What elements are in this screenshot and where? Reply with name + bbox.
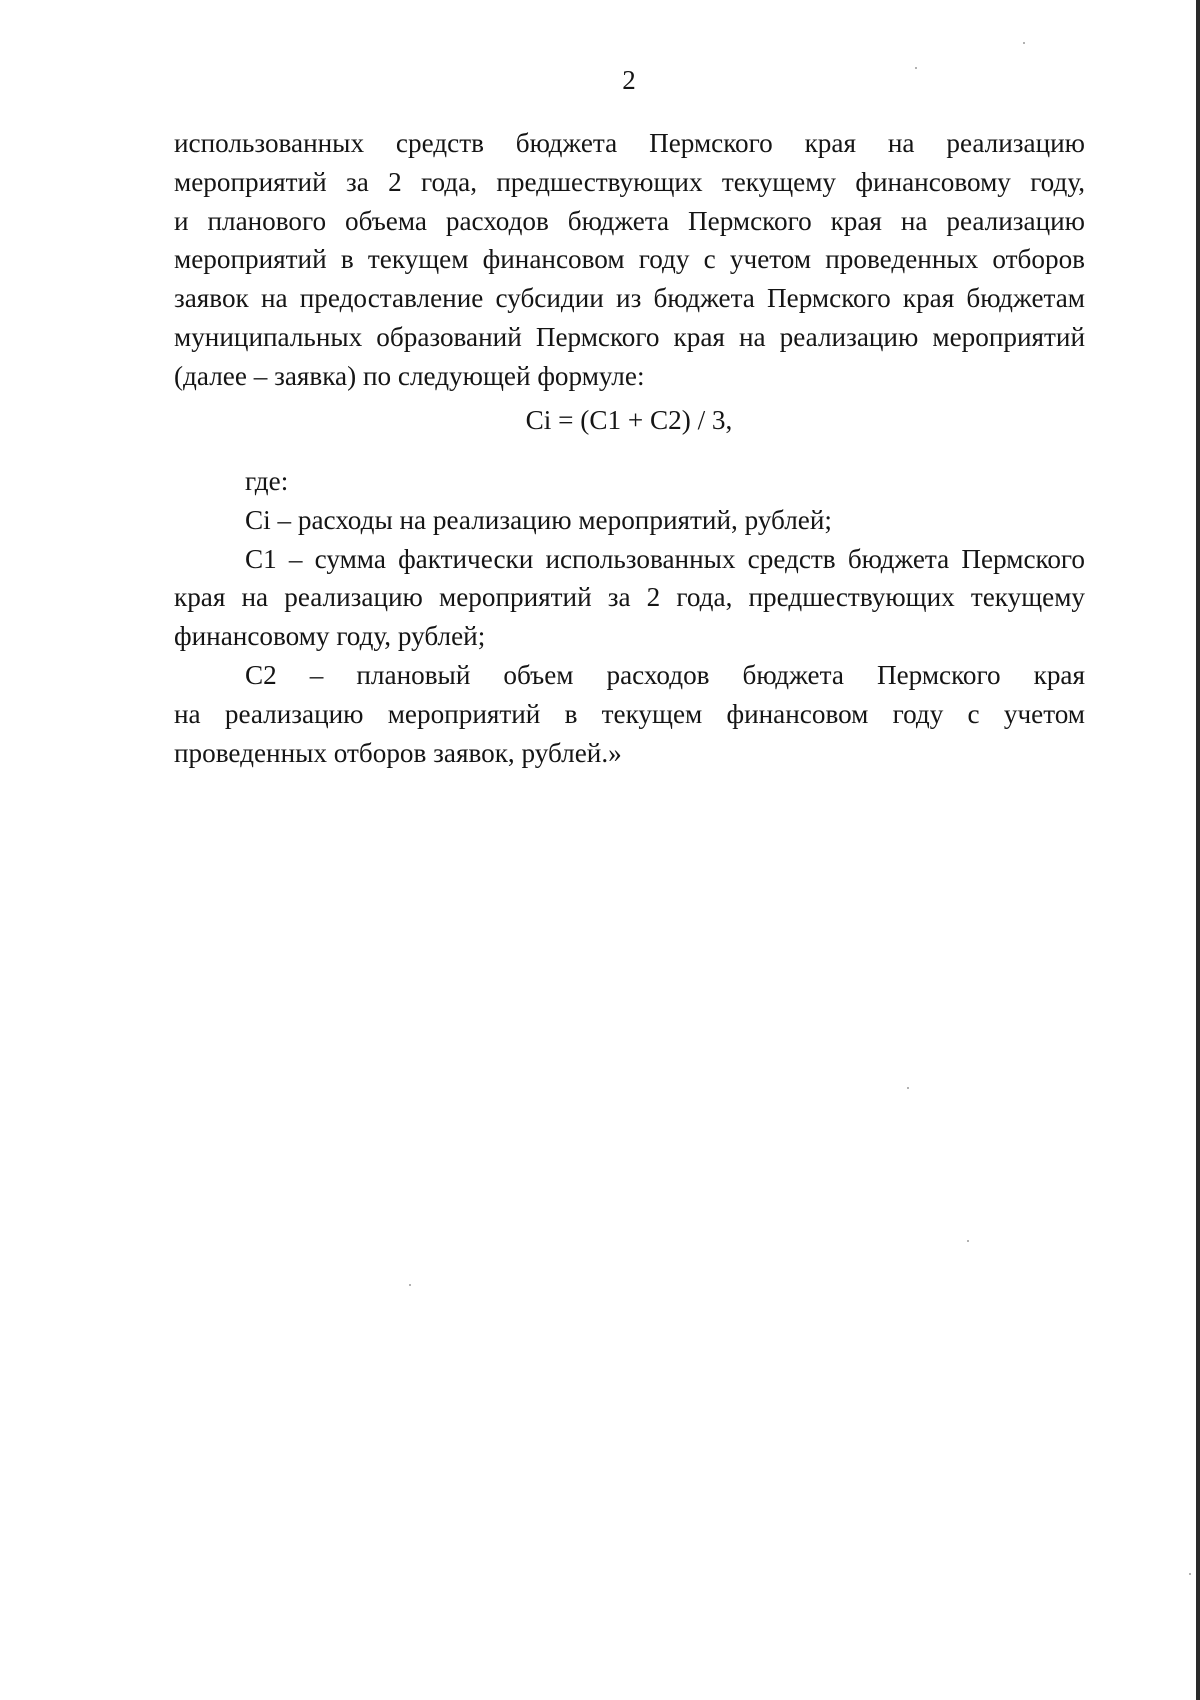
definition-c2-line: на реализацию мероприятий в текущем финансовом году с учетом: [174, 698, 1085, 729]
paragraph-line: (далее – заявка) по следующей формуле:: [174, 360, 645, 391]
scan-speck: [907, 1087, 909, 1089]
definition-c1-line: C1 – сумма фактически использованных средств бюджета Пермского: [245, 543, 1085, 574]
definition-c2-line: C2 – плановый объем расходов бюджета Пермского края: [245, 659, 1085, 690]
paragraph-line: мероприятий в текущем финансовом году с учетом проведенных отборов: [174, 244, 1085, 275]
paragraph-line: и планового объема расходов бюджета Пермского края на реализацию: [174, 205, 1085, 236]
paragraph-line: использованных средств бюджета Пермского края на реализацию: [174, 128, 1085, 158]
formula: Ci = (C1 + C2) / 3,: [525, 405, 733, 435]
intro-paragraph: [174, 124, 1085, 396]
definition-c2-line: проведенных отборов заявок, рублей.»: [174, 737, 622, 768]
scan-speck: [967, 1240, 969, 1242]
scan-speck: [915, 67, 917, 69]
scan-speck: [1189, 1573, 1191, 1575]
paragraph-line: мероприятий за 2 года, предшествующих текущему финансовому году,: [174, 166, 1085, 197]
paragraph-line: муниципальных образований Пермского края на реализацию мероприятий: [174, 321, 1085, 352]
definition-c1-line: финансовому году, рублей;: [174, 621, 486, 652]
definition-ci: Ci – расходы на реализацию мероприятий, рублей;: [245, 504, 832, 535]
definitions-block: [174, 462, 1085, 772]
scan-edge: [1196, 0, 1200, 1700]
scan-speck: [409, 1284, 411, 1286]
paragraph-line: заявок на предоставление субсидии из бюджета Пермского края бюджетам: [174, 283, 1085, 314]
scan-speck: [1023, 42, 1025, 44]
page-number: 2: [622, 65, 636, 95]
where-label: где:: [245, 466, 289, 496]
definition-c1-line: края на реализацию мероприятий за 2 года, предшествующих текущему: [174, 582, 1085, 613]
